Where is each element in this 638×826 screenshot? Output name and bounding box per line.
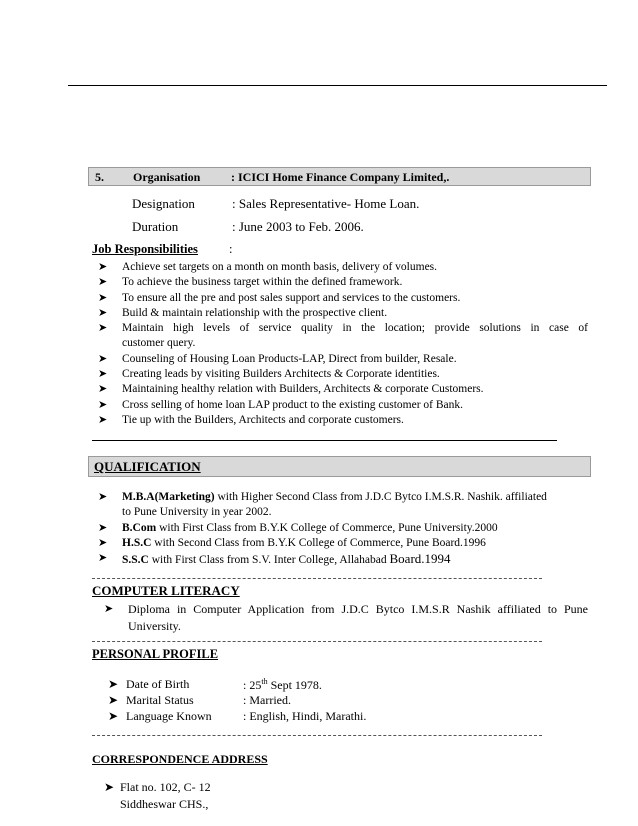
- address-line-2: Siddheswar CHS.,: [120, 797, 209, 811]
- section-divider: [92, 641, 542, 642]
- arrow-bullet-icon: ➤: [104, 603, 114, 615]
- section-divider: [92, 578, 542, 579]
- list-item: ➤ Maintain high levels of service quality in the location; provide solutions in case of: [98, 321, 588, 336]
- computer-literacy-list: [104, 601, 588, 635]
- language-value: : English, Hindi, Marathi.: [243, 709, 367, 723]
- list-item: ➤ Tie up with the Builders, Architects and corporate customers.: [98, 413, 588, 428]
- arrow-bullet-icon: ➤: [98, 552, 108, 565]
- list-item: ➤ Counseling of Housing Loan Products-LAP, Direct from builder, Resale.: [98, 352, 588, 367]
- list-item: ➤ Creating leads by visiting Builders Architects & Corporate identities.: [98, 367, 588, 382]
- list-item: ➤ Achieve set targets on a month on month basis, delivery of volumes.: [98, 260, 588, 275]
- address-line-1: Flat no. 102, C- 12: [120, 780, 211, 794]
- organisation-label: Organisation: [133, 170, 201, 184]
- arrow-bullet-icon: ➤: [108, 677, 119, 691]
- arrow-bullet-icon: ➤: [98, 536, 108, 549]
- computer-literacy-title: COMPUTER LITERACY: [92, 583, 240, 598]
- top-divider: [68, 85, 607, 86]
- list-item: ➤ To ensure all the pre and post sales support and services to the customers.: [98, 291, 588, 306]
- list-item: ➤ Cross selling of home loan LAP product to the existing customer of Bank.: [98, 398, 588, 413]
- qualification-title: QUALIFICATION: [94, 459, 201, 474]
- arrow-bullet-icon: ➤: [98, 383, 108, 396]
- arrow-bullet-icon: ➤: [98, 276, 108, 289]
- arrow-bullet-icon: ➤: [108, 693, 119, 707]
- correspondence-title: CORRESPONDENCE ADDRESS: [92, 752, 268, 766]
- designation-label: Designation: [132, 196, 195, 211]
- job-responsibilities-title: Job Responsibilities: [92, 242, 198, 256]
- arrow-bullet-icon: ➤: [98, 291, 108, 304]
- arrow-bullet-icon: ➤: [98, 261, 108, 273]
- entry-number: 5.: [95, 170, 104, 184]
- arrow-bullet-icon: ➤: [108, 709, 119, 723]
- arrow-bullet-icon: ➤: [98, 521, 108, 534]
- list-item: ➤ B.Com with First Class from B.Y.K College of Commerce, Pune University.2000: [98, 521, 588, 536]
- dob-value: : 25th Sept 1978.: [243, 677, 322, 692]
- section-divider: [92, 735, 542, 736]
- arrow-bullet-icon: ➤: [98, 352, 108, 365]
- list-item: ➤ Build & maintain relationship with the prospective client.: [98, 306, 588, 321]
- organisation-value: : ICICI Home Finance Company Limited,.: [231, 170, 450, 184]
- qualification-list: [98, 490, 588, 568]
- arrow-bullet-icon: ➤: [98, 413, 108, 426]
- list-item: ➤ M.B.A(Marketing) with Higher Second Class from J.D.C Bytco I.M.S.R. Nashik. affiliated: [98, 490, 588, 505]
- arrow-bullet-icon: ➤: [98, 322, 108, 335]
- dob-label: Date of Birth: [126, 677, 190, 691]
- section-divider: [92, 440, 557, 441]
- arrow-bullet-icon: ➤: [98, 368, 108, 381]
- list-item-continuation: University.: [128, 619, 181, 633]
- duration-value: : June 2003 to Feb. 2006.: [232, 219, 364, 234]
- arrow-bullet-icon: ➤: [98, 306, 108, 319]
- designation-value: : Sales Representative- Home Loan.: [232, 196, 420, 211]
- job-responsibilities-colon: :: [229, 242, 233, 256]
- marital-status-label: Marital Status: [126, 693, 194, 707]
- marital-status-value: : Married.: [243, 693, 291, 707]
- list-item: ➤ S.S.C with First Class from S.V. Inter College, Allahabad Board.1994: [98, 551, 451, 567]
- arrow-bullet-icon: ➤: [104, 780, 115, 794]
- arrow-bullet-icon: ➤: [98, 398, 108, 411]
- job-responsibilities-list: [98, 260, 588, 428]
- list-item: ➤ Maintaining healthy relation with Builders, Architects & corporate Customers.: [98, 382, 588, 397]
- list-item-continuation: to Pune University in year 2002.: [122, 506, 272, 519]
- duration-label: Duration: [132, 219, 179, 234]
- list-item: ➤ Diploma in Computer Application from J.D.C Bytco I.M.S.R Nashik affiliated to Pune: [104, 602, 588, 616]
- organisation-header-box: [88, 167, 591, 186]
- list-item: ➤ To achieve the business target within the defined framework.: [98, 275, 588, 290]
- list-item: ➤ H.S.C with Second Class from B.Y.K College of Commerce, Pune Board.1996: [98, 536, 588, 551]
- arrow-bullet-icon: ➤: [98, 491, 108, 503]
- personal-profile-title: PERSONAL PROFILE: [92, 647, 219, 661]
- list-item-continuation: customer query.: [122, 337, 196, 350]
- language-label: Language Known: [126, 709, 212, 723]
